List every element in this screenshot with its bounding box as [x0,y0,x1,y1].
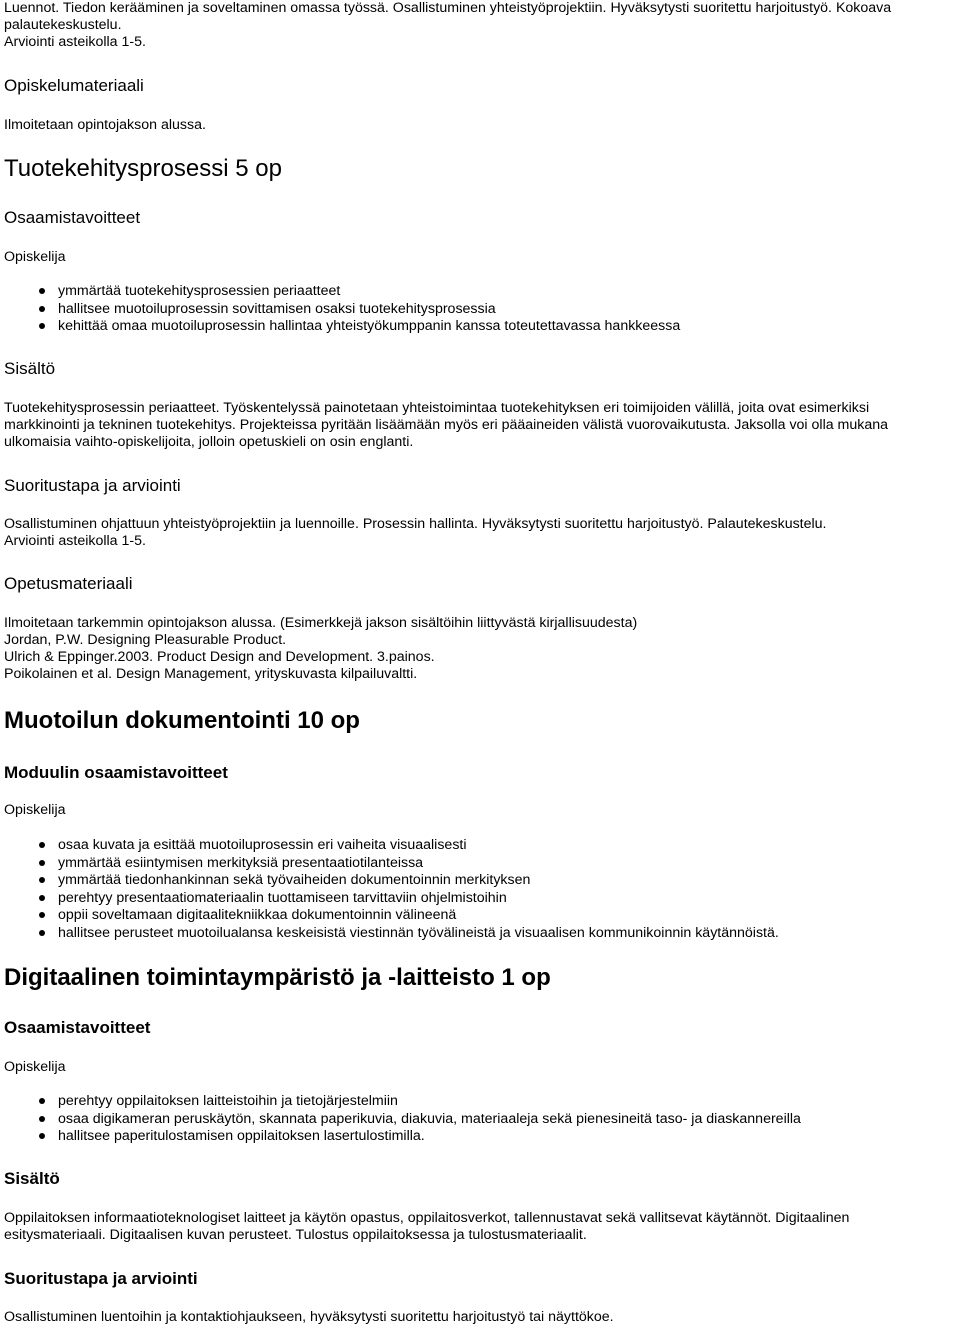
content-paragraph [4,1210,959,1244]
section-heading: Opiskelumateriaali [4,76,144,95]
goals-list [4,283,959,336]
intro-line: palautekeskustelu. [4,17,122,33]
intro-line: Arviointi asteikolla 1-5. [4,34,146,50]
list-item: hallitsee perusteet muotoilualansa keskeisistä viestinnän työvälineistä ja visuaalisen kommunikoinnin käytännöistä. [4,925,959,943]
paragraph-line: Ilmoitetaan tarkemmin opintojakson alussa. (Esimerkkejä jakson sisältöihin liittyvästä kirjallisuudesta) [4,615,638,631]
lead-text: Opiskelija [4,1059,66,1075]
lead-text: Opiskelija [4,802,66,818]
section-heading: Sisältö [4,359,56,378]
paragraph-line: Arviointi asteikolla 1-5. [4,533,146,549]
paragraph-line: Tuotekehitysprosessin periaatteet. Työskentelyssä painotetaan yhteistoimintaa tuotekehityksen eri toimijoiden välillä, joita ovat esimerkiksi [4,400,870,416]
list-item: ymmärtää tuotekehitysprosessien periaatteet [4,283,959,301]
course-title: Tuotekehitysprosessi 5 op [4,155,282,182]
section-heading: Opetusmateriaali [4,574,133,593]
section-heading: Suoritustapa ja arviointi [4,1269,198,1288]
material-paragraph [4,615,959,683]
section-heading: Osaamistavoitteet [4,208,141,227]
paragraph-line: Poikolainen et al. Design Management, yrityskuvasta kilpailuvaltti. [4,666,418,682]
list-item: perehtyy oppilaitoksen laitteistoihin ja tietojärjestelmiin [4,1093,959,1111]
paragraph-line: Jordan, P.W. Designing Pleasurable Product. [4,632,287,648]
list-item: ymmärtää tiedonhankinnan sekä työvaiheiden dokumentoinnin merkityksen [4,872,959,890]
list-item: kehittää omaa muotoiluprosessin hallintaa yhteistyökumppanin kanssa toteutettavassa hankkeessa [4,318,959,336]
assessment-paragraph [4,516,959,550]
course-title: Digitaalinen toimintaympäristö ja -laitteisto 1 op [4,964,551,991]
section-heading: Osaamistavoitteet [4,1018,151,1037]
list-item: osaa digikameran peruskäytön, skannata paperikuvia, diakuvia, materiaaleja sekä pienesineitä taso- ja diaskannereilla [4,1111,959,1129]
lead-text: Opiskelija [4,249,66,265]
paragraph-line: ulkomaisia vaihto-opiskelijoita, jolloin opetuskieli on osin englanti. [4,434,414,450]
list-item: hallitsee paperitulostamisen oppilaitoksen lasertulostimilla. [4,1128,959,1146]
paragraph-line: Ulrich & Eppinger.2003. Product Design and Development. 3.painos. [4,649,435,665]
section-heading: Sisältö [4,1169,60,1188]
list-item: osaa kuvata ja esittää muotoiluprosessin eri vaiheita visuaalisesti [4,837,959,855]
paragraph: Ilmoitetaan opintojakson alussa. [4,117,206,133]
section-heading: Suoritustapa ja arviointi [4,476,181,495]
list-item: perehtyy presentaatiomateriaalin tuottamiseen tarvittaviin ohjelmistoihin [4,890,959,908]
paragraph-line: markkinointi ja tekninen tuotekehitys. Projekteissa pyritään lisäämään myös eri pääaineiden välistä vuorovaikutusta. Jaksolla voi olla mukana [4,417,889,433]
goals-list [4,1093,959,1146]
list-item: oppii soveltamaan digitaalitekniikkaa dokumentoinnin välineenä [4,907,959,925]
intro-text [4,0,959,51]
section-heading: Moduulin osaamistavoitteet [4,763,228,782]
list-item: ymmärtää esiintymisen merkityksiä presentaatiotilanteissa [4,855,959,873]
paragraph: Osallistuminen luentoihin ja kontaktiohjaukseen, hyväksytysti suoritettu harjoitustyö tai näyttökoe. [4,1309,614,1325]
module-title: Muotoilun dokumentointi 10 op [4,707,360,734]
list-item: hallitsee muotoiluprosessin sovittamisen osaksi tuotekehitysprosessia [4,301,959,319]
paragraph-line: Oppilaitoksen informaatioteknologiset laitteet ja käytön opastus, oppilaitosverkot, tallennustavat sekä vallitsevat käytännöt. Digitaalinen [4,1210,850,1226]
paragraph-line: esitysmateriaali. Digitaalisen kuvan perusteet. Tulostus oppilaitoksessa ja tulostusmateriaalit. [4,1227,587,1243]
content-paragraph [4,400,959,451]
goals-list [4,837,959,942]
intro-line: Luennot. Tiedon kerääminen ja soveltaminen omassa työssä. Osallistuminen yhteistyöprojektiin. Hyväksytysti suoritettu harjoitustyö. Kokoava [4,0,892,16]
paragraph-line: Osallistuminen ohjattuun yhteistyöprojektiin ja luennoille. Prosessin hallinta. Hyväksytysti suoritettu harjoitustyö. Palautekeskustelu. [4,516,827,532]
